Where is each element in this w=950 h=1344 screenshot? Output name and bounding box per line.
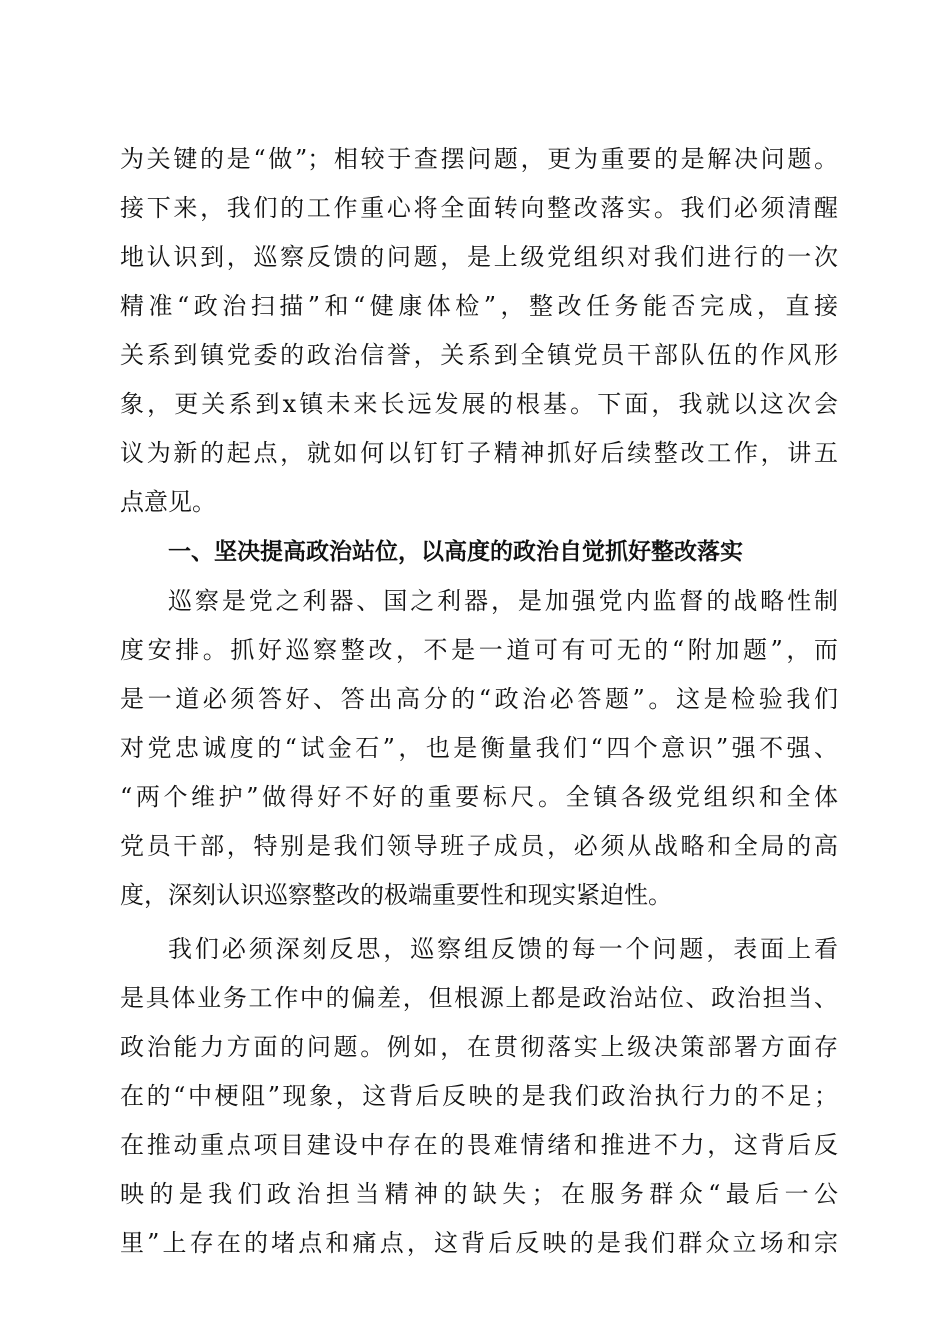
body-text-line: 度安排。抓好巡察整改，不是一道可有可无的“附加题”，而 (120, 636, 838, 664)
body-text-line: 政治能力方面的问题。例如，在贯彻落实上级决策部署方面存 (120, 1033, 838, 1061)
body-text-line: 在的“中梗阻”现象，这背后反映的是我们政治执行力的不足； (120, 1082, 838, 1110)
section-heading: 一、坚决提高政治站位，以高度的政治自觉抓好整改落实 (168, 539, 743, 565)
body-text-line: 对党忠诚度的“试金石”，也是衡量我们“四个意识”强不强、 (120, 734, 838, 762)
body-text-line: 里”上存在的堵点和痛点，这背后反映的是我们群众立场和宗 (120, 1229, 838, 1257)
body-text-line: 象，更关系到x镇未来长远发展的根基。下面，我就以这次会 (120, 390, 838, 418)
body-text-line: 为关键的是“做”；相较于查摆问题，更为重要的是解决问题。 (120, 145, 838, 173)
body-text-line: 党员干部，特别是我们领导班子成员，必须从战略和全局的高 (120, 832, 838, 860)
body-text-line: 地认识到，巡察反馈的问题，是上级党组织对我们进行的一次 (120, 243, 838, 271)
body-text-line: 点意见。 (120, 488, 216, 516)
body-text-line: 在推动重点项目建设中存在的畏难情绪和推进不力，这背后反 (120, 1131, 838, 1159)
body-text-line: 映的是我们政治担当精神的缺失；在服务群众“最后一公 (120, 1180, 838, 1208)
body-text-line: 巡察是党之利器、国之利器，是加强党内监督的战略性制 (168, 587, 838, 615)
body-text-line: 议为新的起点，就如何以钉钉子精神抓好后续整改工作，讲五 (120, 439, 838, 467)
body-text-line: 接下来，我们的工作重心将全面转向整改落实。我们必须清醒 (120, 194, 838, 222)
body-text-line: “两个维护”做得好不好的重要标尺。全镇各级党组织和全体 (120, 783, 838, 811)
body-text-line: 精准“政治扫描”和“健康体检”，整改任务能否完成，直接 (120, 292, 838, 320)
body-text-line: 关系到镇党委的政治信誉，关系到全镇党员干部队伍的作风形 (120, 341, 838, 369)
body-text-line: 度，深刻认识巡察整改的极端重要性和现实紧迫性。 (120, 881, 672, 909)
body-text-line: 我们必须深刻反思，巡察组反馈的每一个问题，表面上看 (168, 935, 838, 963)
body-text-line: 是一道必须答好、答出高分的“政治必答题”。这是检验我们 (120, 685, 838, 713)
body-text-line: 是具体业务工作中的偏差，但根源上都是政治站位、政治担当、 (120, 984, 838, 1012)
